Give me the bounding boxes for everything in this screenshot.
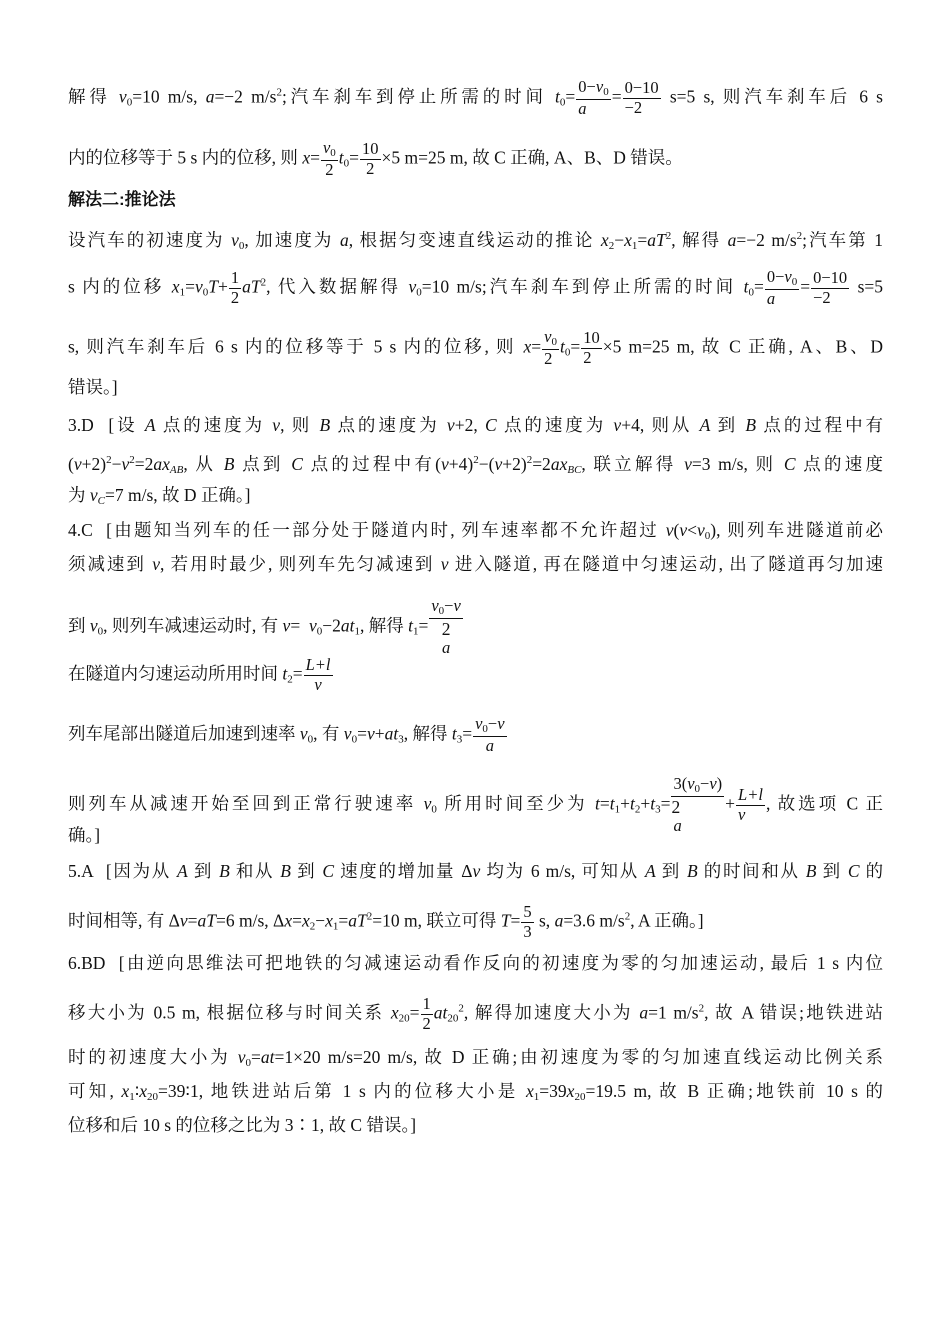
text-line: 到 $v_0$, 则列车减速运动时, 有 $v= v_0-2at_1$, 解得 $t_1=$ $v_0-v$ 2 a — [68, 596, 461, 657]
fraction: $\frac{0-10}{-2}$ — [624, 77, 659, 117]
fraction: $\frac{v_0}{2}$ — [544, 327, 557, 368]
section-heading: 解法二:推论法 — [68, 190, 176, 209]
fraction: $\frac{10}{2}$ — [362, 138, 379, 178]
fraction: $\frac{1}{2}$ — [230, 267, 240, 307]
fraction: $\frac{10}{2}$ — [583, 327, 600, 367]
text-line: $(v+2)^2-v^2=2ax_{AB}$, 从 B 点到 C 点的过程中有$(v+4)^2-(v+2)^2=2ax_{BC}$, 联立解得 v=3 m/s, 则 C 点的速度 — [68, 454, 883, 476]
text-line: 移大小为 0.5 m, 根据位移与时间关系 $x_{20}=$ $\frac{1}{2}$ $at_{20}^2$, 解得加速度大小为 a=1 $m/s^2$, 故 A 错误;地铁进站 — [68, 994, 883, 1033]
fraction: $\frac{L+l}{v}$ — [305, 655, 331, 694]
text-line: 在隧道内匀速运动所用时间 $t_2=$ $\frac{L+l}{v}$ — [68, 655, 331, 694]
fraction: $\frac{L+l}{v}$ — [738, 784, 763, 824]
text-line: 须减速到 v, 若用时最少, 则列车先匀减速到 v 进入隧道, 再在隧道中匀速运动, 出了隧道再匀加速 — [68, 554, 884, 574]
text-line: 可知, $x_1∶x_{20}=39∶1$, 地铁进站后第 1 s 内的位移大小是 $x_1=39x_{20}=19.5$ m, 故 B 正确;地铁前 10 s 的 — [68, 1081, 884, 1103]
fraction: $\frac{0-v_0}{a}$ — [766, 267, 798, 308]
text-line: 则列车从减速开始至回到正常行驶速率 $v_0$ 所用时间至少为 $t=t_1+t_2+t_3=$ $3(v_0-v)$ 2 a + $\frac{L+l}{v}$ , 故选项 C 正 — [68, 774, 884, 835]
text-line: s 内的位移 $x_1=v_0T+$ $\frac{1}{2}$ $aT^2$, 代入数据解得 $v_0=10$ m/s;汽车刹车到停止所需的时间 $t_0=$ $\frac{0-v_0}{a}$ = $\frac{0-10}{-2}$ s=5 — [68, 267, 883, 308]
text-line: 内的位移等于 5 s 内的位移, 则 x= $\frac{v_0}{2}$ $t_0=$ $\frac{10}{2}$ ×5 m=25 m, 故 C 正确, A、B、D 错误。 — [68, 138, 683, 179]
text-line: 列车尾部出隧道后加速到速率 $v_0$, 有 $v_0=v+at_3$, 解得 $t_3=$ $\frac{v_0-v}{a}$ — [68, 714, 505, 755]
text-line: 位移和后 10 s 的位移之比为 3∶1, 故 C 错误。] — [68, 1115, 417, 1135]
text-line: s, 则汽车刹车后 6 s 内的位移等于 5 s 内的位移, 则 x= $\frac{v_0}{2}$ $t_0=$ $\frac{10}{2}$ ×5 m=25 m, 故 C 正确, A、B、D — [68, 327, 883, 368]
text-line: 6.BD [由逆向思维法可把地铁的匀减速运动看作反向的初速度为零的匀加速运动, 最后 1 s 内位 — [68, 953, 883, 973]
fraction: $\frac{0-v_0}{a}$ — [578, 77, 609, 118]
fraction: $v_0-v$ 2 a — [431, 596, 461, 657]
fraction: $\frac{v_0}{2}$ — [322, 138, 336, 179]
text-line: 时间相等, 有 Δv=aT=6 m/s, $\Delta x=x_2-x_1=aT^2=10$ m, 联立可得 T= $\frac{5}{3}$ s, a=3.6 $m/s^2$, A 正确。] — [68, 902, 704, 941]
text-line: 设汽车的初速度为 $v_0$, 加速度为 a, 根据匀变速直线运动的推论 $x_2-x_1=aT^2$, 解得 a=−2 $m/s^2$;汽车第 1 — [68, 230, 884, 252]
text-line: 时的初速度大小为 $v_0=at=1\times 20$ m/s=20 m/s, 故 D 正确;由初速度为零的匀加速直线运动比例关系 — [68, 1047, 883, 1069]
text-line: 5.A [因为从 A 到 B 和从 B 到 C 速度的增加量 Δv 均为 6 m/s, 可知从 A 到 B 的时间和从 B 到 C 的 — [68, 861, 884, 881]
text-line: 错误。] — [68, 377, 118, 397]
fraction: $3(v_0-v)$ 2 a — [671, 774, 723, 835]
text-line: 3.D [设 A 点的速度为 v, 则 B 点的速度为 v+2, C 点的速度为 v+4, 则从 A 到 B 点的过程中有 — [68, 415, 884, 435]
text-line: 4.C [由题知当列车的任一部分处于隧道内时, 列车速率都不允许超过 $v(v<v_0)$, 则列车进隧道前必 — [68, 520, 884, 542]
fraction: $\frac{1}{2}$ — [422, 994, 431, 1033]
text-line: 解得 $v_0=10$ m/s, a=−2 $m/s^2$;汽车刹车到停止所需的时间 $t_0=$ $\frac{0-v_0}{a}$ = $\frac{0-10}{-2}$ s=5 s, 则汽车刹车后 6 s — [68, 77, 883, 118]
fraction: $\frac{0-10}{-2}$ — [813, 267, 848, 307]
fraction: $\frac{5}{3}$ — [523, 902, 532, 941]
text-line: 为 $v_C=7$ m/s, 故 D 正确。] — [68, 485, 251, 507]
fraction: $\frac{v_0-v}{a}$ — [475, 714, 505, 755]
text-line: 确。] — [68, 825, 101, 845]
